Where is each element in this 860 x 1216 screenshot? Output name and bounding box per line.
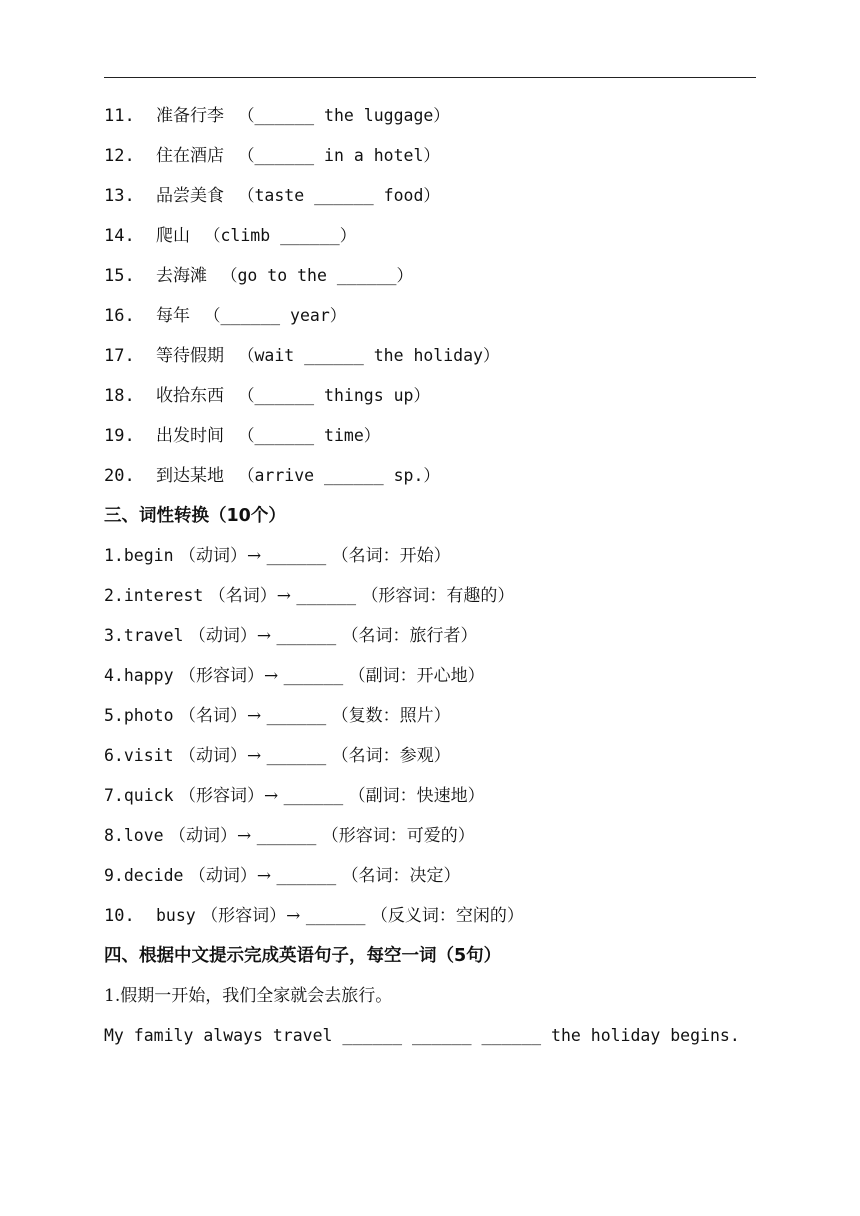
part-of-speech: （动词）→	[188, 866, 272, 886]
item-number: 5.	[104, 706, 124, 725]
chinese-phrase: 准备行李	[156, 106, 224, 126]
item-number: 11.	[104, 106, 135, 126]
chinese-phrase: 每年	[156, 306, 190, 326]
base-word: begin	[123, 546, 174, 565]
phrase-item	[104, 176, 794, 216]
sentence-prompt-en: My family always travel ______ ______ ______ the holiday begins.	[104, 1026, 740, 1045]
target-hint: （形容词：有趣的）	[361, 586, 515, 606]
part-of-speech: （动词）→	[178, 746, 262, 766]
chinese-phrase: 等待假期	[156, 346, 224, 366]
phrase-item	[104, 376, 794, 416]
conversion-item	[104, 776, 794, 816]
phrase-item	[104, 456, 794, 496]
target-hint: （名词：开始）	[331, 546, 451, 566]
section-heading: 三、词性转换（10个）	[104, 506, 286, 526]
phrase-item	[104, 336, 794, 376]
target-hint: （反义词：空闲的）	[370, 906, 524, 926]
conversion-item	[104, 856, 794, 896]
answer-blank: ______	[276, 866, 337, 885]
target-hint: （名词：旅行者）	[341, 626, 478, 646]
base-word: photo	[123, 706, 174, 725]
base-word: interest	[123, 586, 204, 605]
item-number: 17.	[104, 346, 135, 366]
answer-blank: ______	[266, 746, 327, 765]
conversion-item	[104, 896, 794, 936]
base-word: happy	[123, 666, 174, 685]
chinese-phrase: 到达某地	[156, 466, 224, 486]
part-of-speech: （动词）→	[178, 546, 262, 566]
target-hint: （副词：快速地）	[348, 786, 485, 806]
english-phrase: （go to the ______）	[221, 266, 413, 285]
english-phrase: （taste ______ food）	[238, 186, 440, 205]
item-number: 15.	[104, 266, 135, 286]
chinese-phrase: 品尝美食	[156, 186, 224, 206]
conversion-item	[104, 696, 794, 736]
answer-blank: ______	[283, 666, 344, 685]
conversion-item	[104, 656, 794, 696]
chinese-phrase: 出发时间	[156, 426, 224, 446]
english-phrase: （arrive ______ sp.）	[238, 466, 440, 485]
target-hint: （名词：决定）	[341, 866, 461, 886]
part-of-speech: （名词）→	[208, 586, 292, 606]
english-phrase: （______ time）	[238, 426, 381, 445]
target-hint: （名词：参观）	[331, 746, 451, 766]
target-hint: （复数：照片）	[331, 706, 451, 726]
answer-blank: ______	[283, 786, 344, 805]
item-number: 20.	[104, 466, 135, 486]
item-number: 6.	[104, 746, 124, 765]
part-of-speech: （动词）→	[188, 626, 272, 646]
phrase-item	[104, 216, 794, 256]
answer-blank: ______	[266, 706, 327, 725]
part-of-speech: （形容词）→	[178, 666, 279, 686]
phrase-item	[104, 136, 794, 176]
english-phrase: （______ year）	[204, 306, 347, 325]
english-phrase: （______ the luggage）	[238, 106, 450, 125]
english-phrase: （______ in a hotel）	[238, 146, 440, 165]
answer-blank: ______	[296, 586, 357, 605]
phrase-item	[104, 256, 794, 296]
conversion-item	[104, 816, 794, 856]
item-number: 1.	[104, 546, 124, 565]
phrase-item	[104, 96, 794, 136]
item-number: 10.	[104, 906, 135, 926]
english-phrase: （wait ______ the holiday）	[238, 346, 500, 365]
base-word: visit	[123, 746, 174, 765]
base-word: quick	[123, 786, 174, 805]
part-of-speech: （形容词）→	[178, 786, 279, 806]
item-number: 18.	[104, 386, 135, 406]
phrase-item	[104, 296, 794, 336]
item-number: 8.	[104, 826, 124, 845]
target-hint: （副词：开心地）	[348, 666, 485, 686]
conversion-item	[104, 736, 794, 776]
answer-blank: ______	[266, 546, 327, 565]
phrase-item	[104, 416, 794, 456]
part-of-speech: （形容词）→	[201, 906, 301, 926]
part-of-speech: （名词）→	[178, 706, 262, 726]
item-number: 16.	[104, 306, 135, 326]
chinese-phrase: 爬山	[156, 226, 190, 246]
item-number: 19.	[104, 426, 135, 446]
sentence-prompt-cn: 1.假期一开始，我们全家就会去旅行。	[104, 986, 393, 1006]
base-word: decide	[123, 866, 184, 885]
item-number: 4.	[104, 666, 124, 685]
header-rule	[104, 77, 756, 78]
base-word: love	[123, 826, 164, 845]
base-word: travel	[123, 626, 184, 645]
answer-blank: ______	[256, 826, 317, 845]
item-number: 14.	[104, 226, 135, 246]
chinese-phrase: 住在酒店	[156, 146, 224, 166]
chinese-phrase: 去海滩	[156, 266, 207, 286]
english-phrase: （climb ______）	[204, 226, 357, 245]
item-number: 13.	[104, 186, 135, 206]
english-phrase: （______ things up）	[238, 386, 430, 405]
answer-blank: ______	[276, 626, 337, 645]
item-number: 3.	[104, 626, 124, 645]
worksheet-content	[104, 96, 794, 1056]
chinese-phrase: 收拾东西	[156, 386, 224, 406]
conversion-item	[104, 536, 794, 576]
item-number: 7.	[104, 786, 124, 805]
answer-blank: ______	[305, 906, 366, 925]
item-number: 9.	[104, 866, 124, 885]
item-number: 12.	[104, 146, 135, 166]
part-of-speech: （动词）→	[169, 826, 252, 846]
section-heading: 四、根据中文提示完成英语句子，每空一词（5句）	[104, 946, 502, 966]
conversion-item	[104, 576, 794, 616]
item-number: 2.	[104, 586, 124, 605]
base-word: busy	[156, 906, 196, 925]
conversion-item	[104, 616, 794, 656]
target-hint: （形容词：可爱的）	[321, 826, 475, 846]
